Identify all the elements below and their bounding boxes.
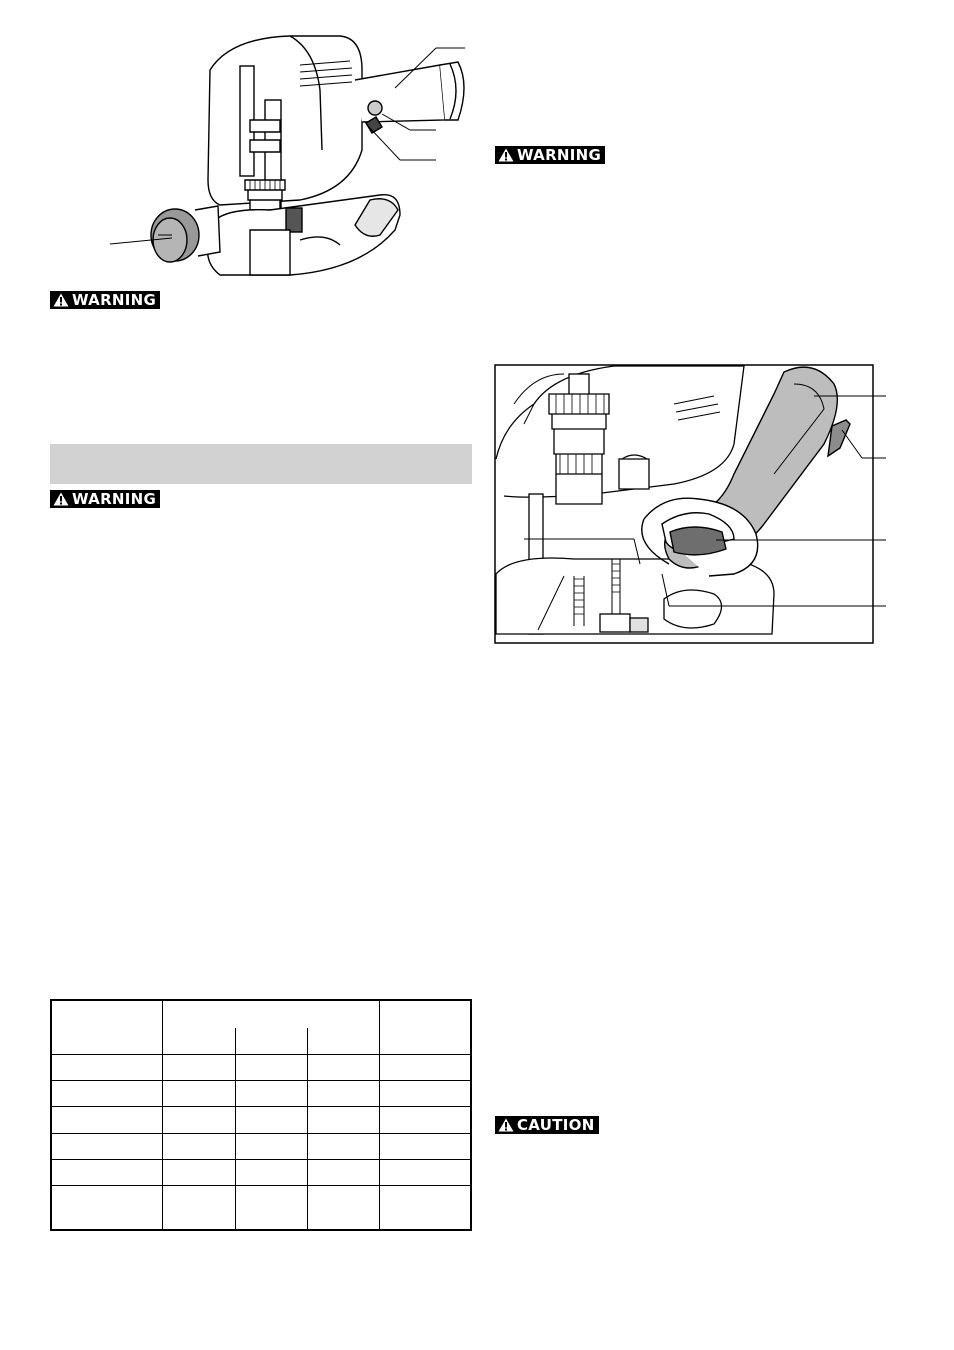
- wrench-illustration: [494, 364, 889, 646]
- table-row: [51, 1186, 471, 1230]
- caution-icon: [498, 1118, 514, 1132]
- table-cell: [235, 1028, 308, 1054]
- table-row: [51, 1133, 471, 1159]
- caution-label: CAUTION: [517, 1115, 595, 1134]
- warning-icon: [53, 293, 69, 307]
- warning-icon: [53, 492, 69, 506]
- router-illustration: [100, 30, 480, 280]
- table-row: [51, 1054, 471, 1080]
- table-row: [51, 1159, 471, 1185]
- table-cell: [162, 1000, 379, 1028]
- table-cell: [51, 1000, 162, 1054]
- warning-label: WARNING: [72, 489, 157, 508]
- warning-label: WARNING: [517, 145, 602, 164]
- table-row: [51, 1081, 471, 1107]
- table-row: [51, 1107, 471, 1133]
- warning-icon: [498, 148, 514, 162]
- warning-badge: [50, 291, 160, 309]
- warning-badge: [495, 146, 605, 164]
- warning-badge: [50, 490, 160, 508]
- table-cell: [162, 1028, 235, 1054]
- warning-label: WARNING: [72, 290, 157, 309]
- section-heading-band: [50, 444, 472, 484]
- table-cell: [379, 1000, 471, 1054]
- caution-badge: [495, 1116, 599, 1134]
- spec-table: [50, 999, 472, 1231]
- table-cell: [308, 1028, 380, 1054]
